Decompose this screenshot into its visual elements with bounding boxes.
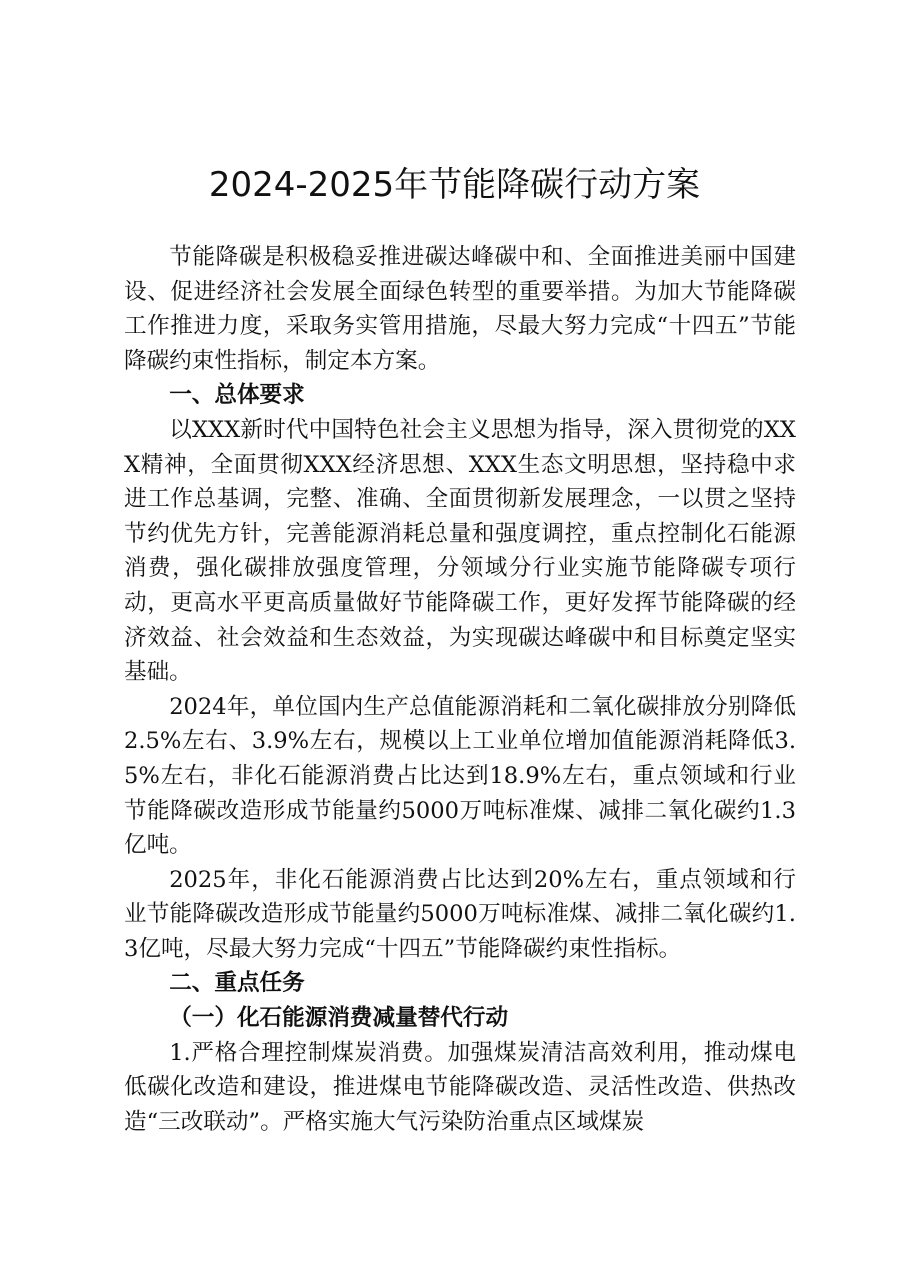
coal-control-paragraph: 1.严格合理控制煤炭消费。加强煤炭清洁高效利用，推动煤电低碳化改造和建设，推进煤电节能降碳改造、灵活性改造、供热改造“三改联动”。严格实施大气污染防治重点区域煤炭 <box>124 1039 796 1135</box>
document-body <box>124 240 796 1139</box>
guiding-principle-paragraph: 以XXX新时代中国特色社会主义思想为指导，深入贯彻党的XXX精神，全面贯彻XXX经济思想、XXX生态文明思想，坚持稳中求进工作总基调，完整、准确、全面贯彻新发展理念，一以贯之坚持节约优先方针，完善能源消耗总量和强度调控，重点控制化石能源消费，强化碳排放强度管理，分领域分行业实施节能降碳专项行动，更高水平更高质量做好节能降碳工作，更好发挥节能降碳的经济效益、社会效益和生态效益，为实现碳达峰碳中和目标奠定坚实基础。 <box>124 416 796 686</box>
targets-2024-paragraph: 2024年，单位国内生产总值能源消耗和二氧化碳排放分别降低2.5%左右、3.9%左右，规模以上工业单位增加值能源消耗降低3.5%左右，非化石能源消费占比达到18.9%左右，重点领域和行业节能降碳改造形成节能量约5000万吨标准煤、减排二氧化碳约1.3亿吨。 <box>124 693 796 859</box>
subsection-heading-fossil-energy: （一）化石能源消费减量替代行动 <box>169 1005 509 1032</box>
targets-2025-paragraph: 2025年，非化石能源消费占比达到20%左右，重点领域和行业节能降碳改造形成节能量约5000万吨标准煤、减排二氧化碳约1.3亿吨，尽最大努力完成“十四五”节能降碳约束性指标。 <box>124 866 796 962</box>
section-heading-general-requirements: 一、总体要求 <box>169 382 305 409</box>
document-title: 2024-2025年节能降碳行动方案 <box>208 165 701 205</box>
intro-paragraph: 节能降碳是积极稳妥推进碳达峰碳中和、全面推进美丽中国建设、促进经济社会发展全面绿色转型的重要举措。为加大节能降碳工作推进力度，采取务实管用措施，尽最大努力完成“十四五”节能降碳约束性指标，制定本方案。 <box>124 244 796 374</box>
section-heading-key-tasks: 二、重点任务 <box>169 970 305 997</box>
